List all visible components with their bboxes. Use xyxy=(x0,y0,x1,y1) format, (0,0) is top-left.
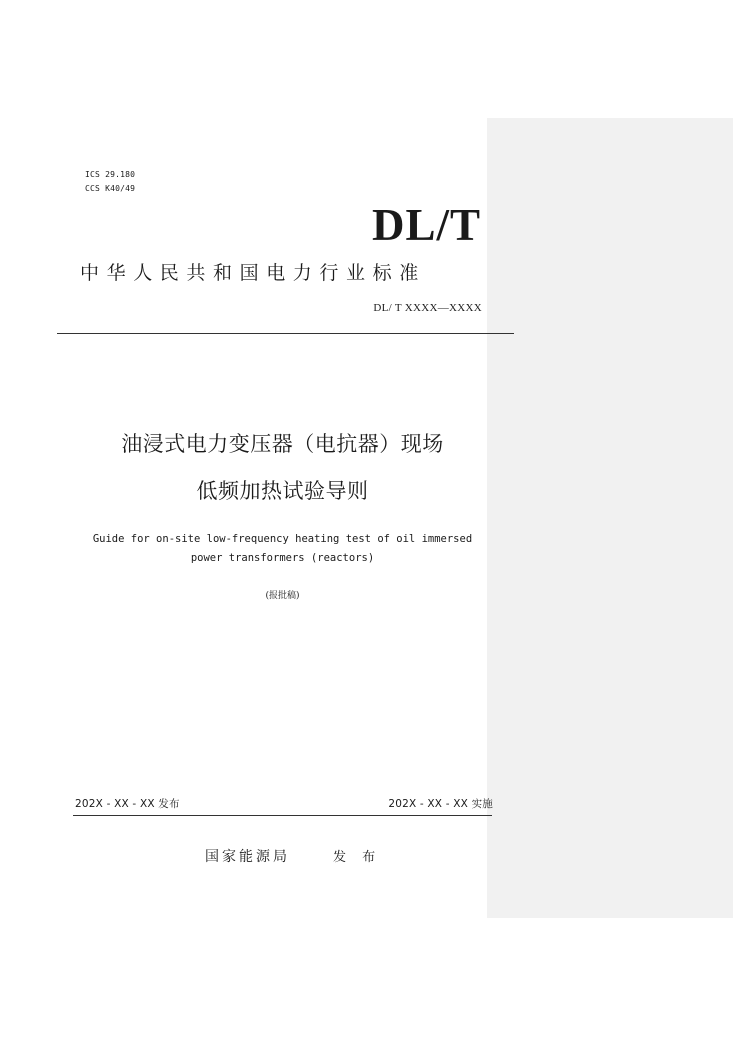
standard-number: DL/ T XXXX—XXXX xyxy=(373,302,482,314)
implementation-date: 202X - XX - XX 实施 xyxy=(388,798,493,810)
document-title-cn-line2: 低频加热试验导则 xyxy=(196,479,369,503)
issue-label: 发 布 xyxy=(333,850,382,865)
ccs-code: CCS K40/49 xyxy=(85,184,136,193)
ics-code: ICS 29.180 xyxy=(85,170,136,179)
comment-margin-panel xyxy=(487,118,733,918)
bottom-divider xyxy=(73,815,492,816)
document-title-en-line2: power transformers (reactors) xyxy=(190,552,375,564)
standard-logo: DL/T xyxy=(371,200,481,250)
document-title-cn-line1: 油浸式电力变压器（电抗器）现场 xyxy=(121,432,444,456)
standard-category-title: 中华人民共和国电力行业标准 xyxy=(80,262,426,284)
top-divider xyxy=(57,333,514,334)
issue-date: 202X - XX - XX 发布 xyxy=(75,798,180,810)
document-title-en-line1: Guide for on-site low-frequency heating test of oil immersed xyxy=(92,533,473,545)
draft-status: (报批稿) xyxy=(265,591,300,601)
issuing-authority: 国家能源局 xyxy=(205,849,290,865)
